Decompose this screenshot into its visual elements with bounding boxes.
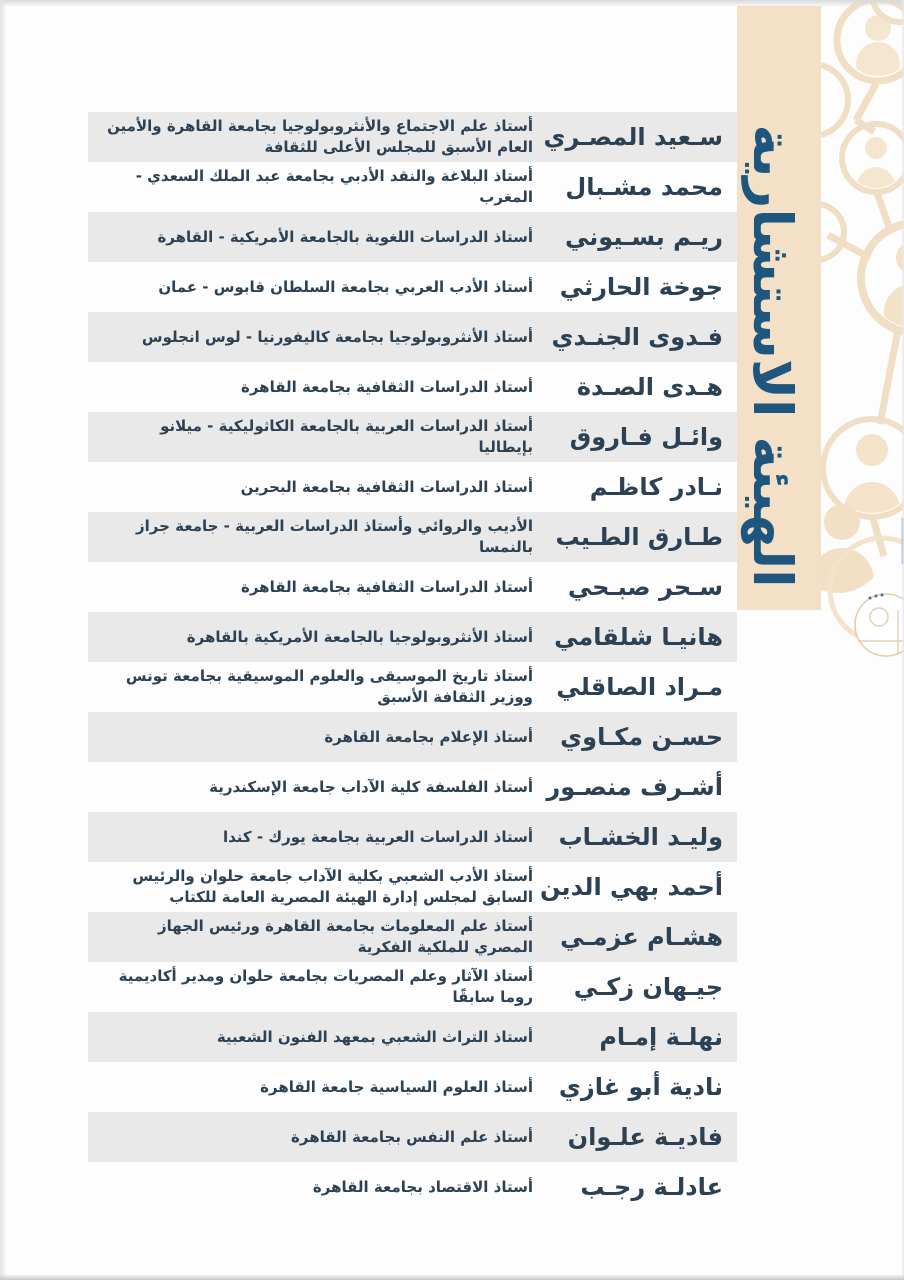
member-role: أستاذ التراث الشعبي بمعهد الفنون الشعبية bbox=[216, 1027, 533, 1046]
member-name: فاديـة علـوان bbox=[567, 1123, 723, 1151]
member-row bbox=[88, 812, 737, 862]
member-role: أستاذ الدراسات اللغوية بالجامعة الأمريكية - القاهرة bbox=[157, 227, 533, 246]
member-row bbox=[88, 962, 737, 1012]
member-role: أستاذ الأنثروبولوجيا بالجامعة الأمريكية بالقاهرة bbox=[186, 627, 533, 646]
member-row bbox=[88, 662, 737, 712]
member-name: فـدوى الجنـدي bbox=[551, 323, 723, 351]
member-row bbox=[88, 762, 737, 812]
member-row bbox=[88, 1112, 737, 1162]
member-role: أستاذ علم المعلومات بجامعة القاهرة ورئيس الجهاز المصري للملكية الفكرية bbox=[157, 917, 533, 956]
member-row bbox=[88, 112, 737, 162]
member-role: الأديب والروائي وأستاذ الدراسات العربية - جامعة جراز بالنمسا bbox=[136, 517, 533, 556]
member-name: وائـل فـاروق bbox=[569, 423, 723, 451]
member-name: نـادر كاظـم bbox=[589, 473, 723, 501]
member-name: هانيـا شلقامي bbox=[554, 623, 723, 651]
member-role: أستاذ الاقتصاد بجامعة القاهرة bbox=[312, 1177, 533, 1196]
member-row bbox=[88, 862, 737, 912]
member-row bbox=[88, 262, 737, 312]
member-role: أستاذ الدراسات الثقافية بجامعة القاهرة bbox=[241, 577, 533, 596]
member-name: هشـام عزمـي bbox=[560, 923, 723, 951]
member-role: أستاذ الإعلام بجامعة القاهرة bbox=[324, 727, 533, 746]
page-edge-left bbox=[0, 0, 7, 1280]
member-row bbox=[88, 462, 737, 512]
member-name: حسـن مكـاوي bbox=[560, 723, 723, 751]
member-role: أستاذ علم الاجتماع والأنثروبولوجيا بجامعة القاهرة والأمين العام الأسبق للمجلس الأعلى للثقافة bbox=[107, 117, 533, 156]
member-role: أستاذ الأنثروبولوجيا بجامعة كاليفورنيا - لوس انجلوس bbox=[141, 327, 533, 346]
member-role: أستاذ البلاغة والنقد الأدبي بجامعة عبد الملك السعدي - المغرب bbox=[135, 167, 533, 206]
member-row bbox=[88, 1162, 737, 1212]
member-name: طـارق الطـيب bbox=[555, 523, 723, 551]
member-name: مـراد الصاقلي bbox=[556, 673, 723, 701]
member-name: نهلـة إمـام bbox=[599, 1023, 723, 1051]
member-name: سـحر صبـحي bbox=[567, 573, 723, 601]
member-role: أستاذ الدراسات الثقافية بجامعة البحرين bbox=[240, 477, 533, 496]
page-title: الهيئة الاستشارية bbox=[741, 124, 804, 588]
member-row bbox=[88, 362, 737, 412]
member-name: نادية أبو غازي bbox=[558, 1073, 723, 1101]
page-edge-top bbox=[0, 0, 904, 7]
member-role: أستاذ الأدب العربي بجامعة السلطان قابوس - عمان bbox=[158, 277, 533, 296]
member-role: أستاذ الآثار وعلم المصريات بجامعة حلوان ومدير أكاديمية روما سابقًا bbox=[118, 967, 533, 1006]
circle-decor bbox=[820, 204, 844, 260]
member-row bbox=[88, 1062, 737, 1112]
member-role: أستاذ العلوم السياسية جامعة القاهرة bbox=[260, 1077, 533, 1096]
member-row bbox=[88, 912, 737, 962]
member-role: أستاذ تاريخ الموسيقى والعلوم الموسيقية بجامعة تونس ووزير الثقافة الأسبق bbox=[125, 667, 533, 706]
member-row bbox=[88, 412, 737, 462]
member-role: أستاذ الفلسفة كلية الآداب جامعة الإسكندرية bbox=[209, 777, 533, 796]
circle-decor bbox=[820, 64, 848, 136]
member-name: محمد مشـبال bbox=[565, 173, 723, 201]
member-row bbox=[88, 712, 737, 762]
member-role: أستاذ الدراسات العربية بجامعة يورك - كندا bbox=[223, 827, 533, 846]
member-name: سـعيد المصـري bbox=[543, 123, 723, 151]
member-row bbox=[88, 512, 737, 562]
member-row bbox=[88, 162, 737, 212]
member-name: جيـهان زكـي bbox=[573, 973, 723, 1001]
people-network-decoration bbox=[820, 0, 904, 660]
member-name: ريـم بسـيوني bbox=[565, 223, 723, 251]
member-row bbox=[88, 612, 737, 662]
members-list bbox=[88, 112, 737, 1212]
member-name: عادلـة رجـب bbox=[580, 1173, 723, 1201]
member-role: أستاذ علم النفس بجامعة القاهرة bbox=[291, 1127, 533, 1146]
member-row bbox=[88, 1012, 737, 1062]
member-role: أستاذ الأدب الشعبي بكلية الآداب جامعة حلوان والرئيس السابق لمجلس إدارة الهيئة المصرية العامة للكتاب bbox=[132, 867, 533, 906]
member-name: وليـد الخشـاب bbox=[558, 823, 723, 851]
member-row bbox=[88, 212, 737, 262]
member-row bbox=[88, 312, 737, 362]
member-row bbox=[88, 562, 737, 612]
member-role: أستاذ الدراسات الثقافية بجامعة القاهرة bbox=[241, 377, 533, 396]
member-name: هـدى الصـدة bbox=[576, 373, 723, 401]
page-edge-bottom bbox=[0, 1274, 904, 1280]
member-name: جوخة الحارثي bbox=[559, 273, 723, 301]
compass-emblem-icon bbox=[855, 594, 904, 657]
member-name: أحمد بهي الدين bbox=[539, 873, 723, 901]
member-name: أشـرف منصـور bbox=[546, 773, 723, 801]
member-role: أستاذ الدراسات العربية بالجامعة الكاثوليكية - ميلانو بإيطاليا bbox=[160, 417, 533, 456]
